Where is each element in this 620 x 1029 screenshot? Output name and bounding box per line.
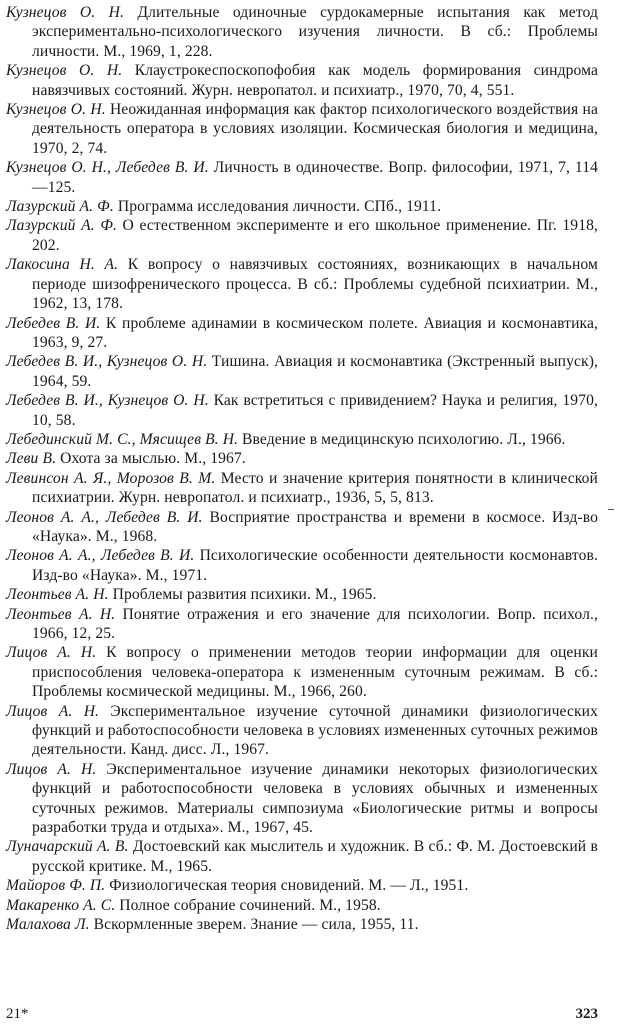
bibliography-entry [6, 643, 598, 701]
bibliography-entry [6, 837, 598, 876]
entry-author: Леонов А. А., Лебедев В. И. [6, 547, 195, 565]
bibliography-entry [6, 391, 598, 430]
entry-author: Лазурский А. Ф. [6, 217, 117, 235]
entry-author: Леви В. [6, 450, 57, 468]
entry-author: Лицов А. Н. [6, 644, 97, 662]
bibliography-entry [6, 915, 598, 934]
bibliography-entry [6, 585, 598, 604]
page-number: 323 [575, 1006, 598, 1022]
entry-author: Леонов А. А., Лебедев В. И. [6, 508, 203, 526]
entry-author: Кузнецов О. Н., Лебедев В. И. [6, 159, 209, 177]
entry-text: Достоевский как мыслитель и художник. В сб.: Ф. М. Достоевский в русской критике. М., 1965. [32, 838, 598, 875]
entry-text: Введение в медицинскую психологию. Л., 1966. [238, 430, 566, 448]
entry-author: Лебедев В. И. [6, 314, 101, 332]
bibliography-entry [6, 216, 598, 255]
bibliography-entry [6, 3, 598, 61]
entry-text: О естественном эксперименте и его школьное применение. Пг. 1918, 202. [32, 217, 598, 254]
entry-text: Как встретиться с привидением? Наука и религия, 1970, 10, 58. [32, 392, 598, 429]
entry-text: Неожиданная информация как фактор психологического воздействия на деятельность оператора в условиях изоляции. Космическая биология и медицина, 1970, 2, 74. [32, 101, 598, 157]
entry-text: Физиологическая теория сновидений. М. — Л., 1951. [105, 877, 469, 895]
entry-text: Восприятие пространства и времени в космосе. Изд-во «Наука». М., 1968. [32, 508, 598, 545]
entry-text: Личность в одиночестве. Вопр. философии, 1971, 7, 114—125. [32, 159, 599, 196]
bibliography-entry [6, 702, 598, 760]
bibliography-entry [6, 469, 598, 508]
bibliography-entry [6, 61, 598, 100]
printer-signature-mark: 21* [6, 1006, 29, 1022]
bibliography-entry [6, 314, 598, 353]
bibliography-entry [6, 760, 598, 838]
page-footer [6, 1006, 598, 1026]
bibliography-entry [6, 255, 598, 313]
entry-author: Лебедев В. И., Кузнецов О. Н. [6, 392, 209, 410]
entry-author: Макаренко А. С. [6, 896, 116, 914]
entry-text: Экспериментальное изучение суточной динамики физиологических функций и работоспособности человека в условиях измененных суточных режимов деятельности. Канд. дисс. Л., 1967. [32, 702, 598, 759]
entry-author: Левинсон А. Я., Морозов В. М. [6, 469, 216, 487]
bibliography-entry [6, 546, 598, 585]
bibliography-entry [6, 100, 598, 158]
entry-author: Лазурский А. Ф. [6, 198, 114, 216]
entry-author: Лебединский М. С., Мясищев В. Н. [6, 430, 239, 448]
bibliography-entry [6, 508, 598, 547]
entry-text: К проблеме адинамии в космическом полете. Авиация и космонавтика, 1963, 9, 27. [32, 314, 598, 351]
bibliography-list [6, 3, 598, 935]
entry-text: Полное собрание сочинений. М., 1958. [115, 896, 381, 914]
bibliography-entry [6, 605, 598, 644]
entry-author: Малахова Л. [6, 916, 90, 934]
entry-author: Майоров Ф. П. [6, 877, 106, 895]
bibliography-entry [6, 352, 598, 391]
entry-author: Лицов А. Н. [6, 760, 97, 778]
bibliography-entry [6, 876, 598, 895]
bibliography-entry [6, 197, 598, 216]
entry-author: Леонтьев А. Н. [6, 605, 116, 623]
entry-text: Психологические особенности деятельности космонавтов. Изд-во «Наука». М., 1971. [32, 547, 598, 584]
entry-text: Клаустрокеспоскопофобия как модель формирования синдрома навязчивых состояний. Журн. невропатол. и психиатр., 1970, 70, 4, 551. [32, 62, 598, 99]
entry-author: Кузнецов О. Н. [6, 62, 123, 80]
entry-author: Леонтьев А. Н. [6, 586, 109, 604]
entry-text: Экспериментальное изучение динамики некоторых физиологических функций и работоспособности человека в условиях обычных и измененных суточных режимов. Материалы симпозиума «Биологические ритмы и вопросы разработки труда и отдыха». М., 1967, 45. [32, 760, 598, 837]
bibliography-entry [6, 158, 598, 197]
entry-author: Кузнецов О. Н. [6, 4, 124, 21]
entry-text: Длительные одиночные сурдокамерные испытания как метод экспериментально-психологического изучения личности. В сб.: Проблемы личности. М., 1969, 1, 228. [32, 4, 599, 60]
entry-text: Проблемы развития психики. М., 1965. [108, 586, 377, 604]
bibliography-entry [6, 430, 598, 449]
bibliography-entry [6, 896, 598, 915]
entry-author: Лакосина Н. А. [6, 256, 119, 274]
bibliography-entry [6, 449, 598, 468]
entry-text: К вопросу о применении методов теории информации для оценки приспособления человека-оператора к измененным суточным режимам. В сб.: Проблемы космической медицины. М., 1966, 260. [32, 644, 598, 701]
margin-mark [608, 509, 614, 510]
entry-text: К вопросу о навязчивых состояниях, возникающих в начальном периоде шизофренического процесса. В сб.: Проблемы судебной психиатрии. М., 1962, 13, 178. [32, 256, 598, 313]
entry-author: Лебедев В. И., Кузнецов О. Н. [6, 353, 208, 371]
entry-author: Кузнецов О. Н. [6, 101, 106, 119]
entry-text: Тишина. Авиация и космонавтика (Экстренный выпуск), 1964, 59. [32, 353, 599, 390]
entry-author: Луначарский А. В. [6, 838, 129, 856]
entry-text: Место и значение критерия понятности в клинической психиатрии. Журн. невропатол. и психиатр., 1936, 5, 5, 813. [32, 469, 598, 507]
entry-text: Программа исследования личности. СПб., 1911. [113, 198, 442, 216]
entry-author: Лицов А. Н. [6, 702, 100, 720]
entry-text: Охота за мыслью. М., 1967. [56, 450, 246, 468]
entry-text: Вскормленные зверем. Знание — сила, 1955, 11. [89, 916, 419, 934]
entry-text: Понятие отражения и его значение для психологии. Вопр. психол., 1966, 12, 25. [32, 605, 599, 642]
